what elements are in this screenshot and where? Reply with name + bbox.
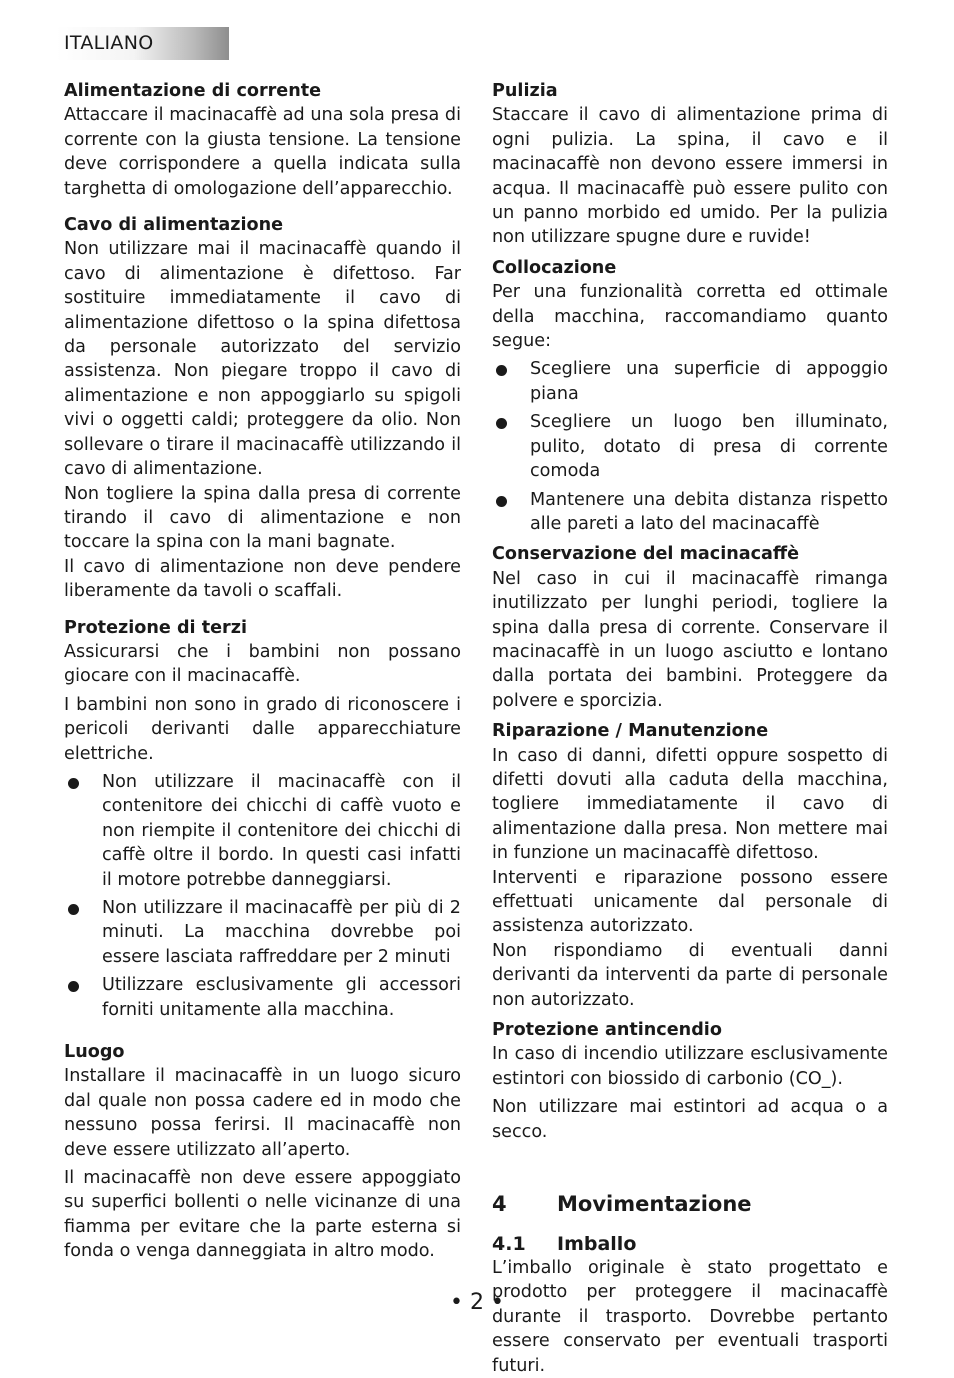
bullet-icon <box>68 778 79 789</box>
section-4-1-heading <box>492 1232 888 1256</box>
page-number: • 2 • <box>450 1290 504 1315</box>
heading-antincendio: Protezione antincendio <box>492 1020 722 1041</box>
paragraph-pulizia: Staccare il cavo di alimentazione prima di ogni pulizia. La spina, il cavo e il macinacaffè non devono essere immersi in acqua. Il macinacaffè può essere pulito con un panno morbido ed umido. Per la pulizia non utilizzare spugne dure e ruvide! <box>492 105 888 248</box>
list-item-text: Utilizzare esclusivamente gli accessori forniti unitamente alla macchina. <box>102 975 461 1020</box>
paragraph-collocazione: Per una funzionalità corretta ed ottimale della macchina, raccomandiamo quanto segue: <box>492 282 888 352</box>
list-item-text: Non utilizzare il macinacaffè con il contenitore dei chicchi di caffè vuoto e non riempite il contenitore dei chicchi di caffè oltre il bordo. In questi casi infatti il motore potrebbe danneggiarsi. <box>102 771 461 890</box>
list-item-text: Non utilizzare il macinacaffè per più di 2 minuti. La macchina dovrebbe poi essere lasciata raffreddare per 2 minuti <box>102 898 461 967</box>
paragraph-cavo-1: Non utilizzare mai il macinacaffè quando il cavo di alimentazione è difettoso. Far sostituire immediatamente il cavo di alimentazione difettoso o la spina difettosa da personale autorizzato del servizio assistenza. Non piegare troppo il cavo di alimentazione e non appoggiarlo su spigoli vivi o oggetti caldi; proteggere da olio. Non sollevare o tirare il macinacaffè utilizzando il cavo di alimentazione. <box>64 239 461 480</box>
heading-collocazione: Collocazione <box>492 257 617 278</box>
section-title: Movimentazione <box>557 1192 752 1217</box>
heading-conservazione: Conservazione del macinacaffè <box>492 544 800 565</box>
heading-riparazione: Riparazione / Manutenzione <box>492 721 769 742</box>
section-title: Imballo <box>557 1233 637 1256</box>
heading-cavo: Cavo di alimentazione <box>64 215 284 236</box>
paragraph-cavo-2: Non togliere la spina dalla presa di corrente tirando il cavo di alimentazione e non toccare la spina con la mani bagnate. <box>64 483 461 553</box>
left-column <box>64 79 461 1264</box>
bullet-icon <box>68 904 79 915</box>
list-item <box>64 896 461 969</box>
paragraph-antincendio-1: In caso di incendio utilizzare esclusivamente estintori con biossido di carbonio (CO_). <box>492 1044 888 1089</box>
list-item-text: Mantenere una debita distanza rispetto alle pareti a lato del macinacaffè <box>530 489 888 534</box>
section-4-heading <box>492 1190 888 1218</box>
list-item <box>492 410 888 483</box>
heading-pulizia: Pulizia <box>492 81 558 101</box>
section-number: 4 <box>492 1192 507 1217</box>
list-item <box>492 488 888 537</box>
list-item <box>492 357 888 406</box>
paragraph-luogo-1: Installare il macinacaffè in un luogo sicuro dal quale non possa cadere ed in modo che nessuno possa ferirsi. Il macinacaffè non deve essere utilizzato all’aperto. <box>64 1066 461 1160</box>
language-tab: ITALIANO <box>56 27 229 60</box>
heading-terzi: Protezione di terzi <box>64 617 247 638</box>
bullet-icon <box>496 365 507 376</box>
paragraph-imballo: L’imballo originale è stato progettato e prodotto per proteggere il macinacaffè durante il trasporto. Dovrebbe pertanto essere conservato per eventuali trasporti futuri. <box>492 1258 888 1376</box>
bullet-icon <box>496 496 507 507</box>
paragraph-riparazione-3: Non rispondiamo di eventuali danni derivanti da interventi da parte di personale non autorizzato. <box>492 940 888 1010</box>
bullet-icon <box>496 418 507 429</box>
heading-luogo: Luogo <box>64 1042 125 1063</box>
paragraph-conservazione: Nel caso in cui il macinacaffè rimanga inutilizzato per lunghi periodi, togliere la spina dalla presa di corrente. Conservare il macinacaffè in un luogo asciutto e lontano dalla portata dei bambini. Proteggere da polvere e sporcizia. <box>492 568 888 711</box>
paragraph-alimentazione: Attaccare il macinacaffè ad una sola presa di corrente con la giusta tensione. La tensione deve corrispondere a quella indicata sulla targhetta di omologazione dell’apparecchio. <box>64 105 461 199</box>
list-item-text: Scegliere un luogo ben illuminato, pulito, dotato di presa di corrente comoda <box>530 412 888 482</box>
paragraph-terzi-1: Assicurarsi che i bambini non possano giocare con il macinacaffè. <box>64 641 461 687</box>
paragraph-riparazione-1: In caso di danni, difetti oppure sospetto di difetti dovuti alla caduta della macchina, togliere immediatamente il cavo di alimentazione dalla presa. Non mettere mai in funzione un macinacaffè difettoso. <box>492 745 888 864</box>
paragraph-antincendio-2: Non utilizzare mai estintori ad acqua o a secco. <box>492 1097 888 1142</box>
paragraph-cavo-3: Il cavo di alimentazione non deve pendere liberamente da tavoli o scaffali. <box>64 556 461 602</box>
paragraph-terzi-2: I bambini non sono in grado di riconoscere i pericoli derivanti dalle apparecchiature elettriche. <box>64 694 461 764</box>
list-item-text: Scegliere una superficie di appoggio piana <box>530 359 888 404</box>
paragraph-riparazione-2: Interventi e riparazione possono essere effettuati unicamente dal personale di assistenza autorizzato. <box>492 867 888 937</box>
bullet-list-terzi <box>64 770 461 1022</box>
bullet-list-collocazione <box>492 357 888 536</box>
list-item <box>64 770 461 892</box>
heading-alimentazione: Alimentazione di corrente <box>64 81 322 101</box>
list-item <box>64 973 461 1022</box>
paragraph-luogo-2: Il macinacaffè non deve essere appoggiato su superfici bollenti o nelle vicinanze di una fiamma per evitare che la parte esterna si fonda o venga danneggiata in altro modo. <box>64 1168 461 1262</box>
section-number: 4.1 <box>492 1233 526 1256</box>
bullet-icon <box>68 981 79 992</box>
right-column <box>492 79 888 1378</box>
